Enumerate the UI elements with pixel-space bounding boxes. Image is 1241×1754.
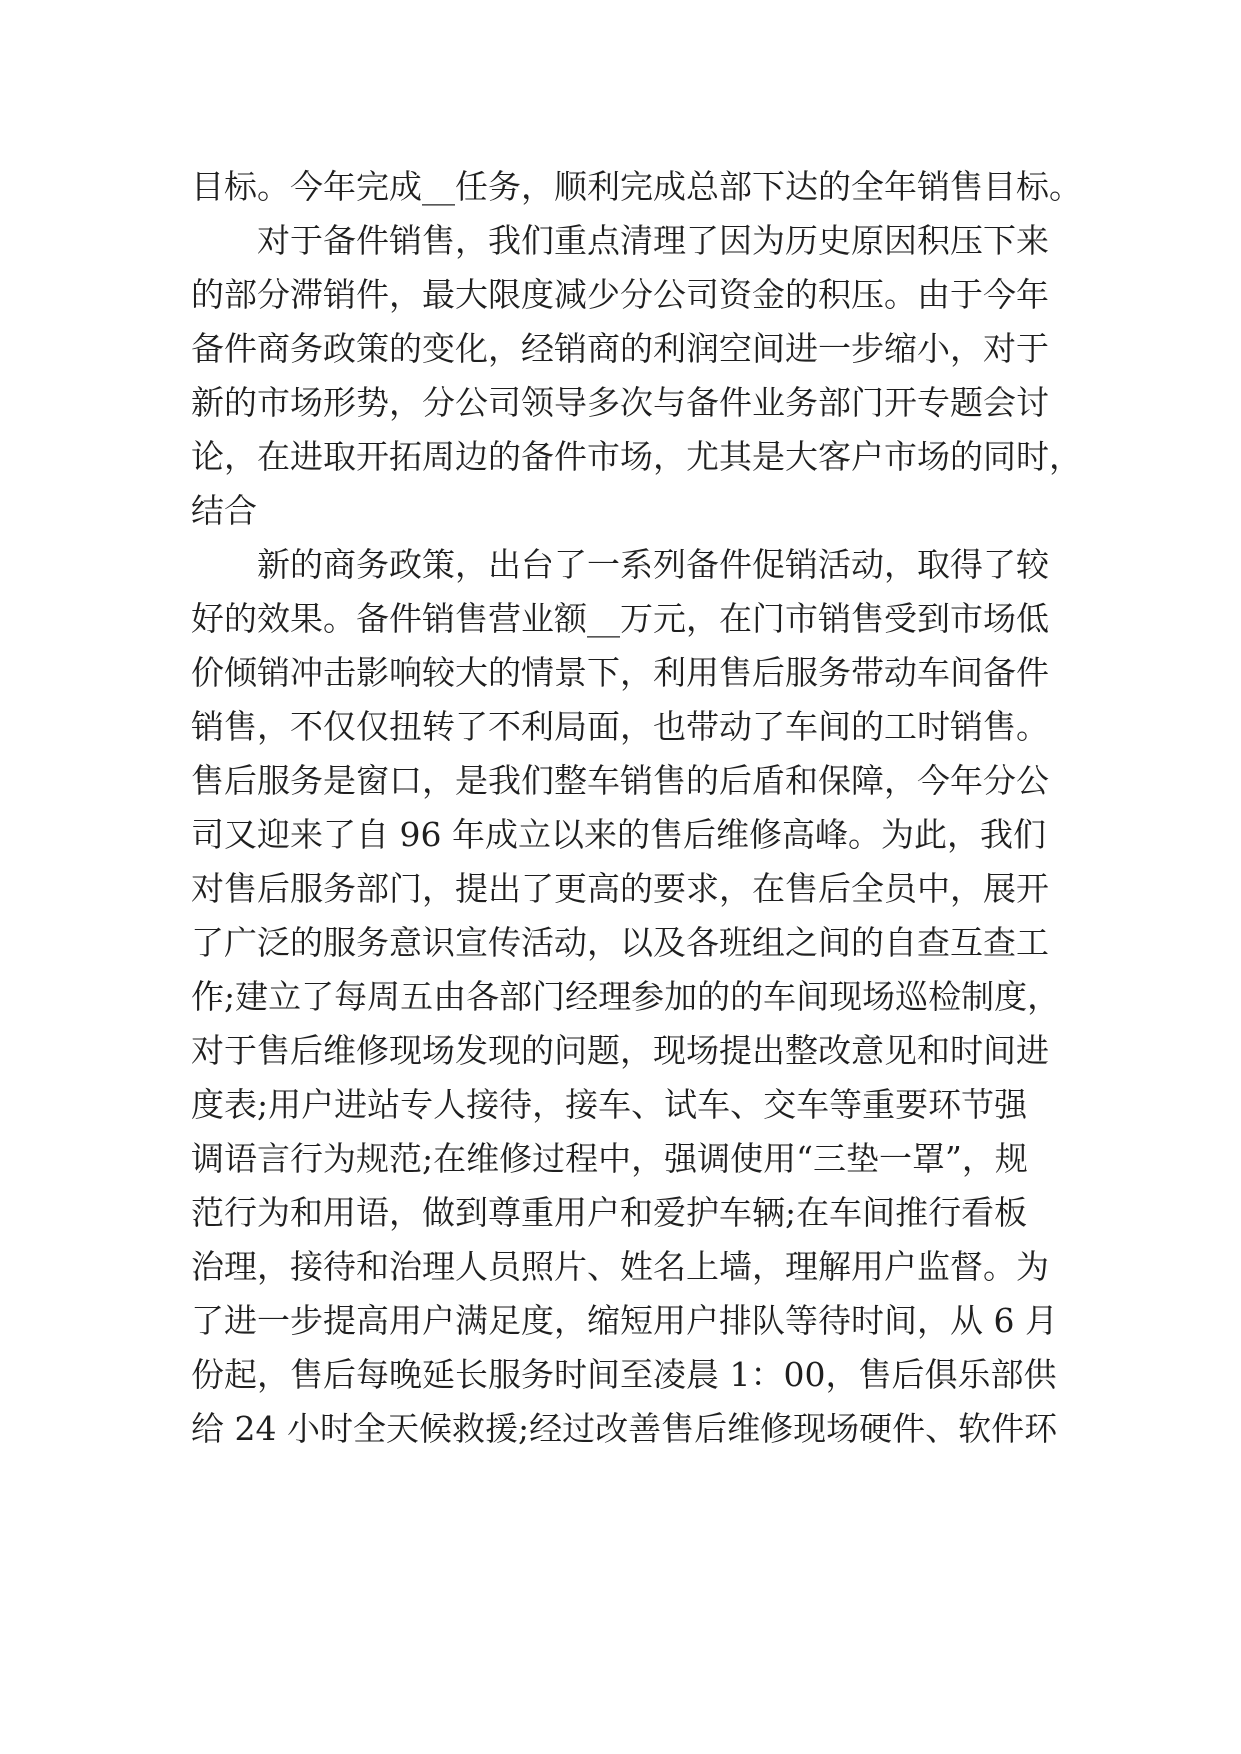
- text-line: 调语言行为规范;在维修过程中，强调使用“三垫一罩”，规: [191, 1139, 1028, 1178]
- text-line: 了进一步提高用户满足度，缩短用户排队等待时间，从 6 月: [191, 1301, 1058, 1340]
- text-line: 销售，不仅仅扭转了不利局面，也带动了车间的工时销售。: [191, 707, 1049, 746]
- text-line: 对售后服务部门，提出了更高的要求，在售后全员中，展开: [191, 869, 1049, 908]
- text-line: 论，在进取开拓周边的备件市场，尤其是大客户市场的同时，: [191, 437, 1082, 476]
- text-line: 份起，售后每晚延长服务时间至凌晨 1：00，售后俱乐部供: [191, 1355, 1057, 1394]
- paragraph-start-line: 新的商务政策，出台了一系列备件促销活动，取得了较: [257, 545, 1049, 584]
- text-line: 作;建立了每周五由各部门经理参加的的车间现场巡检制度，: [191, 977, 1061, 1016]
- text-line: 对于售后维修现场发现的问题，现场提出整改意见和时间进: [191, 1031, 1049, 1070]
- text-line: 好的效果。备件销售营业额__万元，在门市销售受到市场低: [191, 599, 1049, 638]
- text-line: 了广泛的服务意识宣传活动，以及各班组之间的自查互查工: [191, 923, 1049, 962]
- text-line: 司又迎来了自 96 年成立以来的售后维修高峰。为此，我们: [191, 815, 1046, 854]
- body-text: [191, 160, 1082, 1456]
- text-line: 价倾销冲击影响较大的情景下，利用售后服务带动车间备件: [191, 653, 1049, 692]
- text-line: 给 24 小时全天候救援;经过改善售后维修现场硬件、软件环: [191, 1409, 1058, 1448]
- text-line: 结合: [191, 491, 257, 530]
- text-line: 治理，接待和治理人员照片、姓名上墙，理解用户监督。为: [191, 1247, 1049, 1286]
- text-line: 新的市场形势，分公司领导多次与备件业务部门开专题会讨: [191, 383, 1049, 422]
- text-line: 目标。今年完成__任务，顺利完成总部下达的全年销售目标。: [191, 167, 1082, 206]
- paragraph-start-line: 对于备件销售，我们重点清理了因为历史原因积压下来: [257, 221, 1049, 260]
- text-line: 售后服务是窗口，是我们整车销售的后盾和保障，今年分公: [191, 761, 1049, 800]
- text-line: 的部分滞销件，最大限度减少分公司资金的积压。由于今年: [191, 275, 1049, 314]
- text-line: 度表;用户进站专人接待，接车、试车、交车等重要环节强: [191, 1085, 1028, 1124]
- text-line: 备件商务政策的变化，经销商的利润空间进一步缩小，对于: [191, 329, 1049, 368]
- text-line: 范行为和用语，做到尊重用户和爱护车辆;在车间推行看板: [191, 1193, 1028, 1232]
